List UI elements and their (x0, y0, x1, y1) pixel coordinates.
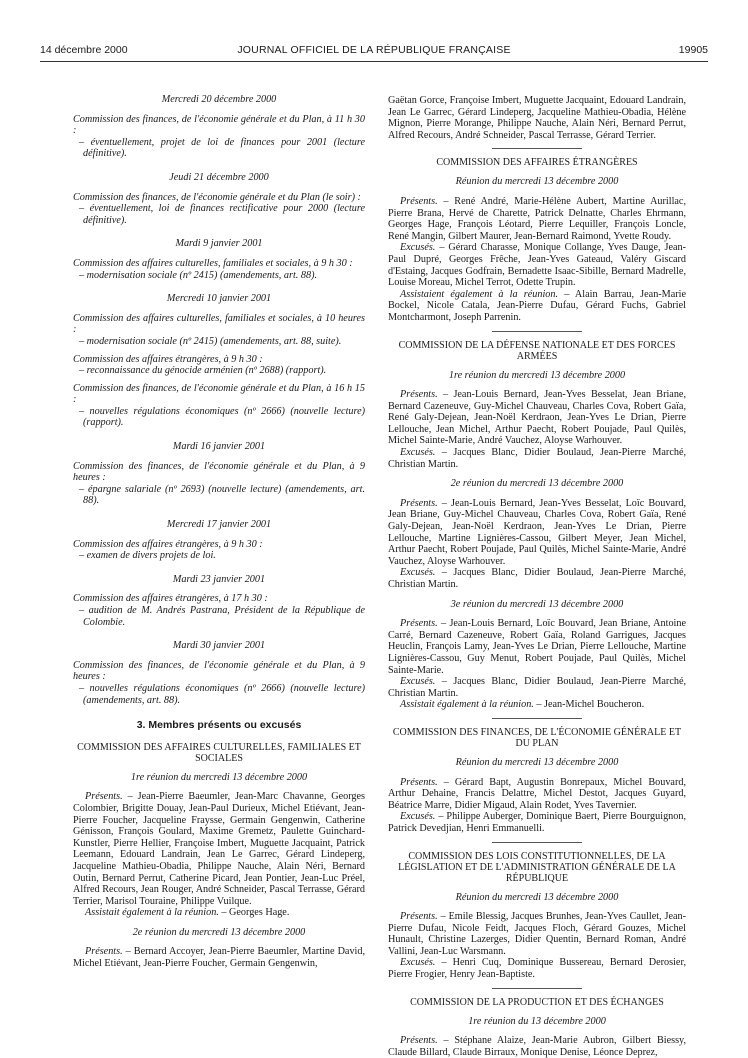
agenda-entry (73, 461, 365, 507)
agenda-org: Commission des finances, de l'économie générale et du Plan, à 11 h 30 : (73, 113, 365, 137)
attendance-paragraph (388, 811, 686, 834)
attendance-paragraph (388, 618, 686, 676)
assist-label: Assistait également à la réunion. (85, 907, 219, 919)
assist-label: Assistait également à la réunion. (400, 699, 534, 711)
presents-names: – Stéphane Alaize, Jean-Marie Aubron, Gilbert Biessy, Claude Billard, Claude Birraux, Monique Denise, Léonce Deprez, (388, 1035, 687, 1058)
agenda-date: Mercredi 17 janvier 2001 (166, 519, 272, 531)
agenda-item: – reconnaissance du génocide arménien (nº 2688) (rapport). (79, 365, 327, 377)
agenda-org: Commission des affaires étrangères, à 9 h 30 : (73, 353, 263, 365)
continued-names: Gaëtan Gorce, Françoise Imbert, Muguette Jacquaint, Edouard Landrain, Jean Le Garrec, Gérard Lindeperg, Jacqueline Mathieu-Obadia, Hélène Mignon, Pierre Morange, Philippe Nauche, Alain Néri, Bernard Perrut, Alfred Recours, André Schneider, Pascal Terrasse, Gérard Terrier. (388, 95, 686, 141)
agenda-item: – éventuellement, projet de loi de finances pour 2001 (lecture définitive). (79, 136, 365, 160)
agenda-date: Mardi 30 janvier 2001 (172, 640, 266, 652)
assist-names: – Jean-Michel Boucheron. (536, 699, 645, 711)
presents-label: Présents. (400, 776, 438, 788)
journal-title: JOURNAL OFFICIEL DE LA RÉPUBLIQUE FRANÇAISE (237, 44, 511, 56)
assist-names: – Alain Barrau, Jean-Marie Bockel, Nicole Catala, Jean-Pierre Dufau, Gérard Fuchs, Gabriel Montcharmont, Joseph Parrenin. (388, 288, 687, 323)
excuses-label: Excusés. (400, 957, 436, 969)
presents-label: Présents. (400, 618, 438, 630)
attendance-paragraph (388, 911, 686, 957)
commission-title: COMMISSION DE LA DÉFENSE NATIONALE ET DES FORCES ARMÉES (398, 339, 676, 362)
assist-names: – Georges Hage. (221, 907, 290, 919)
attendance-paragraph (73, 946, 365, 969)
assist-label: Assistaient également à la réunion. (400, 288, 559, 300)
meeting-heading: 1re réunion du 13 décembre 2000 (468, 1015, 606, 1027)
meeting-heading: Réunion du mercredi 13 décembre 2000 (455, 756, 619, 768)
excuses-label: Excusés. (400, 447, 436, 459)
agenda-entry (73, 258, 365, 281)
attendance-paragraph (388, 389, 686, 447)
excuses-names: – Gérard Charasse, Monique Collange, Yves Dauge, Jean-Paul Dupré, Georges Frêche, Jean-Yves Gateaud, Valéry Giscard d'Estaing, Jacques Godfrain, Bernadette Isaac-Sibille, Bernard Madrelle, Louise Moreau, Michel Terrot, Odette Trupin. (388, 242, 687, 289)
agenda-item: – nouvelles régulations économiques (nº 2666) (nouvelle lecture) (rapport). (79, 405, 365, 429)
separator-rule (492, 148, 582, 149)
attendance-paragraph (388, 196, 686, 242)
agenda-item: – modernisation sociale (nº 2415) (amendements, art. 88). (79, 269, 318, 281)
agenda-day (73, 640, 365, 706)
attendance-paragraph (388, 1035, 686, 1058)
excuses-label: Excusés. (400, 676, 436, 688)
meeting-heading: 2e réunion du mercredi 13 décembre 2000 (132, 926, 306, 938)
agenda-item: – examen de divers projets de loi. (79, 550, 216, 562)
presents-label: Présents. (400, 911, 438, 923)
excuses-label: Excusés. (400, 242, 436, 254)
agenda-org: Commission des finances, de l'économie générale et du Plan, à 9 heures : (73, 659, 365, 683)
presents-names: – Jean-Louis Bernard, Loïc Bouvard, Jean Briane, Antoine Carré, Bernard Cazeneuve, Robert Gaïa, Roland Garrigues, Jacques Heuclin, François Lamy, Jean-Yves Le Drian, Pierre Lellouche, Martine Lignières-Cassou, Guy Menut, Robert Poujade, Paul Quilès, Michel Sainte-Marie. (388, 618, 687, 676)
agenda-entry (73, 539, 365, 562)
presents-label: Présents. (400, 195, 438, 207)
attendance-paragraph (73, 791, 365, 907)
excuses-names: – Philippe Auberger, Dominique Baert, Pierre Bourguignon, Patrick Devedjian, Henri Emmanuelli. (388, 811, 686, 834)
section-heading: 3. Membres présents ou excusés (136, 719, 302, 732)
presents-label: Présents. (400, 389, 438, 401)
meeting-heading: 1re réunion du mercredi 13 décembre 2000 (448, 369, 626, 381)
meeting-heading: 3e réunion du mercredi 13 décembre 2000 (450, 598, 624, 610)
page-number: 19905 (678, 44, 708, 56)
excuses-names: – Henri Cuq, Dominique Bussereau, Bernard Derosier, Pierre Frogier, Henry Jean-Baptiste. (388, 957, 686, 981)
separator-rule (492, 331, 582, 332)
excuses-label: Excusés. (400, 567, 436, 579)
attendance-paragraph (388, 498, 686, 568)
right-column (388, 95, 686, 1058)
meeting-heading: 2e réunion du mercredi 13 décembre 2000 (450, 478, 624, 490)
commission-title: COMMISSION DES FINANCES, DE L'ÉCONOMIE GÉNÉRALE ET DU PLAN (392, 726, 682, 749)
attendance-paragraph (388, 567, 686, 590)
agenda-org: Commission des finances, de l'économie générale et du Plan, à 9 heures : (73, 460, 365, 484)
attendance-paragraph (388, 447, 686, 470)
excuses-names: – Jacques Blanc, Didier Boulaud, Jean-Pierre Marché, Christian Martin. (388, 567, 687, 590)
agenda-org: Commission des affaires culturelles, familiales et sociales, à 9 h 30 : (73, 257, 353, 269)
attendance-paragraph (388, 957, 686, 980)
separator-rule (492, 988, 582, 989)
agenda-day (73, 94, 365, 160)
agenda-item: – modernisation sociale (nº 2415) (amendements, art. 88, suite). (79, 335, 342, 347)
attendance-paragraph (388, 242, 686, 288)
agenda-day (73, 293, 365, 429)
separator-rule (492, 718, 582, 719)
agenda-day (73, 519, 365, 562)
excuses-names: – Jacques Blanc, Didier Boulaud, Jean-Pierre Marché, Christian Martin. (388, 447, 687, 470)
commission-title: COMMISSION DES AFFAIRES ÉTRANGÈRES (436, 157, 638, 169)
agenda-day (73, 172, 365, 226)
agenda-entry (73, 660, 365, 706)
presents-label: Présents. (400, 1035, 438, 1047)
attendance-paragraph (388, 676, 686, 699)
agenda-org: Commission des finances, de l'économie générale et du Plan, à 16 h 15 : (73, 382, 365, 406)
agenda-date: Mardi 23 janvier 2001 (172, 573, 266, 585)
presents-names: – Bernard Accoyer, Jean-Pierre Baeumler, Martine David, Michel Etiévant, Jean-Pierre Foucher, Germain Gengenwin, (73, 946, 366, 970)
presents-names: – Emile Blessig, Jacques Brunhes, Jean-Yves Caullet, Jean-Pierre Dufau, Nicole Feidt, Jacques Floch, Gérard Gouzes, Michel Hunault, Christine Lazerges, Didier Quentin, Bernard Roman, André Vallini, Jean-Luc Warsmann. (388, 911, 687, 957)
commission-title: COMMISSION DE LA PRODUCTION ET DES ÉCHANGES (410, 996, 664, 1008)
agenda-entry (73, 383, 365, 429)
header-date: 14 décembre 2000 (40, 44, 128, 56)
agenda-entry (73, 114, 365, 160)
attendance-paragraph (388, 289, 686, 324)
agenda-item: – épargne salariale (nº 2693) (nouvelle lecture) (amendements, art. 88). (79, 483, 365, 507)
agenda-date: Mardi 16 janvier 2001 (172, 441, 266, 453)
agenda-date: Mercredi 10 janvier 2001 (166, 293, 272, 305)
header-rule (40, 61, 708, 62)
presents-names: – Jean-Pierre Baeumler, Jean-Marc Chavanne, Georges Colombier, Brigitte Douay, Jean-Paul Durieux, Michel Etiévant, Jean-Pierre Foucher, Jacqueline Fraysse, Germain Gengenwin, Catherine Génisson, François Goulard, Maxime Gremetz, Paulette Guinchard-Kunstler, Pierre Hellier, Françoise Imbert, Muguette Jacquaint, Patrick Leemann, Edouard Landrain, Jean Le Garrec, Gérard Lindeperg, Jacqueline Mathieu-Obadia, Philippe Nauche, Alain Néri, Bernard Outin, Bernard Perrut, Catherine Picard, Jean Pontier, Jean-Luc Préel, Alfred Recours, Jean Rouger, André Schneider, Pascal Terrasse, Gérard Terrier, Marisol Touraine, Philippe Vuilque. (73, 791, 366, 907)
presents-label: Présents. (85, 946, 123, 958)
attendance-paragraph (388, 699, 686, 711)
presents-label: Présents. (400, 497, 438, 509)
meeting-heading: Réunion du mercredi 13 décembre 2000 (455, 176, 619, 188)
agenda-entry (73, 593, 365, 628)
agenda-entry (73, 313, 365, 348)
agenda-item: – éventuellement, loi de finances rectificative pour 2000 (lecture définitive). (79, 203, 365, 226)
presents-names: – Gérard Bapt, Augustin Bonrepaux, Michel Bouvard, Arthur Dehaine, Francis Delattre, Michel Destot, Jacques Guyard, Béatrice Marre, Didier Migaud, Alain Rodet, Yves Tavernier. (388, 776, 686, 811)
excuses-names: – Jacques Blanc, Didier Boulaud, Jean-Pierre Marché, Christian Martin. (388, 676, 687, 699)
commission-title: COMMISSION DES LOIS CONSTITUTIONNELLES, DE LA LÉGISLATION ET DE L'ADMINISTRATION GÉNÉRALE DE LA RÉPUBLIQUE (398, 850, 676, 884)
agenda-item: – audition de M. Andrés Pastrana, Président de la République de Colombie. (79, 605, 365, 628)
agenda-date: Jeudi 21 décembre 2000 (169, 171, 269, 183)
excuses-label: Excusés. (400, 811, 436, 823)
agenda-item: – nouvelles régulations économiques (nº 2666) (nouvelle lecture) (amendements, art. 88). (79, 682, 365, 706)
agenda-day (73, 441, 365, 507)
presents-label: Présents. (85, 791, 123, 803)
agenda-day (73, 238, 365, 281)
meeting-heading: 1re réunion du mercredi 13 décembre 2000 (130, 771, 308, 783)
presents-names: – René André, Marie-Hélène Aubert, Martine Aurillac, Pierre Brana, Hervé de Charette, Patrick Delnatte, Charles Ehrmann, Georges Hage, François Léotard, Pierre Lequiller, François Loncle, René Mangin, Gilbert Maurer, Jean-Bernard Raimond, Yvette Roudy. (388, 195, 686, 242)
commission-title: COMMISSION DES AFFAIRES CULTURELLES, FAMILIALES ET SOCIALES (77, 741, 361, 764)
agenda-entry (73, 354, 365, 377)
agenda-entry (73, 192, 365, 227)
agenda-org: Commission des affaires culturelles, familiales et sociales, à 10 heures : (73, 312, 365, 336)
agenda-day (73, 574, 365, 628)
presents-names: – Jean-Louis Bernard, Jean-Yves Besselat, Loïc Bouvard, Jean Briane, Guy-Michel Chauveau, Charles Cova, Robert Gaïa, René Galy-Dejean, Jean-Noël Kerdraon, Jean-Yves Le Drian, Pierre Lellouche, Martine Lignières-Cassou, Gilbert Meyer, Jean Michel, Arthur Paecht, Robert Poujade, Paul Quilès, Michel Sainte-Marie, André Vauchez, Aloyse Warhouver. (388, 497, 687, 567)
agenda-org: Commission des affaires étrangères, à 17 h 30 : (73, 593, 268, 605)
separator-rule (492, 842, 582, 843)
agenda-date: Mercredi 20 décembre 2000 (161, 94, 277, 105)
agenda-org: Commission des affaires étrangères, à 9 h 30 : (73, 538, 263, 550)
agenda-date: Mardi 9 janvier 2001 (175, 238, 263, 250)
page-header (40, 44, 708, 60)
attendance-paragraph (73, 907, 365, 919)
attendance-paragraph (388, 777, 686, 812)
meeting-heading: Réunion du mercredi 13 décembre 2000 (455, 891, 619, 903)
presents-names: – Jean-Louis Bernard, Jean-Yves Besselat, Jean Briane, Bernard Cazeneuve, Guy-Michel Chauveau, Charles Cova, Robert Gaïa, René Galy-Dejean, Jean-Noël Kerdraon, Jean-Yves Le Drian, Pierre Lellouche, Jean Michel, Arthur Paecht, Robert Poujade, Paul Quilès, Michel Sainte-Marie, André Vauchez, Aloyse Warhouver. (388, 389, 686, 447)
left-column (73, 94, 365, 970)
agenda-org: Commission des finances, de l'économie générale et du Plan (le soir) : (73, 191, 361, 203)
